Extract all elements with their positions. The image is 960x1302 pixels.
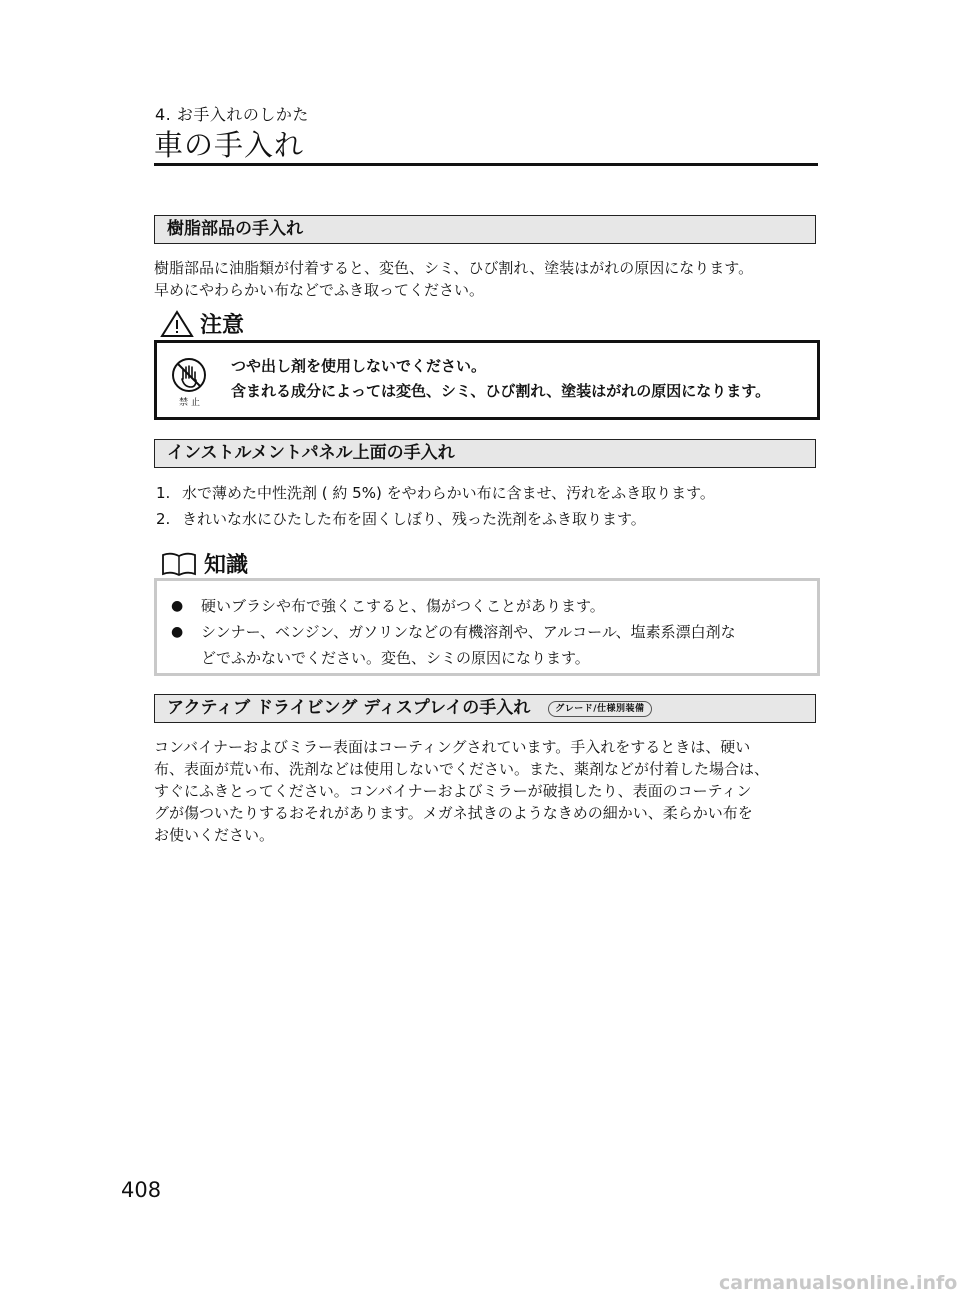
display-line: お使いください。 — [154, 826, 275, 844]
knowledge-list — [171, 593, 736, 671]
grade-badge: グレード/仕様別装備 — [548, 701, 651, 717]
page-title: 車の手入れ — [154, 128, 305, 162]
page-number: 408 — [121, 1178, 162, 1202]
caution-line: 含まれる成分によっては変色、シミ、ひび割れ、塗装はがれの原因になります。 — [231, 382, 771, 400]
knowledge-label-text: 知識 — [204, 553, 249, 578]
book-icon — [160, 551, 198, 577]
knowledge-label — [160, 548, 248, 579]
resin-line: 早めにやわらかい布などでふき取ってください。 — [154, 281, 485, 299]
bullet-icon: ● — [171, 624, 184, 640]
caution-line: つや出し剤を使用しないでください。 — [231, 357, 487, 375]
prohibit-hand-icon — [171, 357, 207, 393]
step-number: 1. — [156, 484, 171, 502]
list-item-text: シンナー、ベンジン、ガソリンなどの有機溶剤や、アルコール、塩素系漂白剤な — [201, 623, 736, 641]
caution-label — [160, 308, 244, 339]
resin-paragraph — [154, 257, 820, 301]
title-divider — [154, 163, 818, 166]
list-item-text: 硬いブラシや布で強くこすると、傷がつくことがあります。 — [201, 597, 605, 615]
list-item-continuation: どでふかないでください。変色、シミの原因になります。 — [201, 649, 590, 667]
display-line: 布、表面が荒い布、洗剤などは使用しないでください。また、薬剤などが付着した場合は、 — [154, 760, 770, 778]
list-item — [171, 593, 736, 619]
watermark: carmanualsonline.info — [719, 1272, 958, 1294]
list-item — [171, 619, 736, 645]
step-item — [156, 506, 715, 532]
bullet-icon: ● — [171, 598, 184, 614]
section-heading-display — [154, 694, 816, 723]
instrument-steps — [156, 480, 715, 532]
section-heading-resin: 樹脂部品の手入れ — [154, 215, 816, 244]
display-line: コンバイナーおよびミラー表面はコーティングされています。手入れをするときは、硬い — [154, 738, 751, 756]
display-line: グが傷ついたりするおそれがあります。メガネ拭きのようなきめの細かい、柔らかい布を — [154, 804, 753, 822]
display-line: すぐにふきとってください。コンバイナーおよびミラーが破損したり、表面のコーティン — [154, 782, 752, 800]
section-heading-instrument: インストルメントパネル上面の手入れ — [154, 439, 816, 468]
prohibit-caption: 禁止 — [179, 398, 204, 408]
caution-box — [154, 340, 820, 420]
step-text: 水で薄めた中性洗剤 ( 約 5%) をやわらかい布に含ませ、汚れをふき取ります。 — [182, 484, 715, 502]
step-item — [156, 480, 715, 506]
section-heading-display-text: アクティブ ドライビング ディスプレイの手入れ — [167, 698, 531, 718]
warning-triangle-icon — [160, 310, 194, 338]
display-paragraph — [154, 736, 820, 846]
caution-text — [231, 354, 770, 404]
chapter-label: 4. お手入れのしかた — [155, 105, 309, 124]
step-number: 2. — [156, 510, 171, 528]
caution-label-text: 注意 — [200, 313, 245, 338]
knowledge-box — [154, 578, 820, 676]
resin-line: 樹脂部品に油脂類が付着すると、変色、シミ、ひび割れ、塗装はがれの原因になります。 — [154, 259, 754, 277]
step-text: きれいな水にひたした布を固くしぼり、残った洗剤をふき取ります。 — [182, 510, 646, 528]
